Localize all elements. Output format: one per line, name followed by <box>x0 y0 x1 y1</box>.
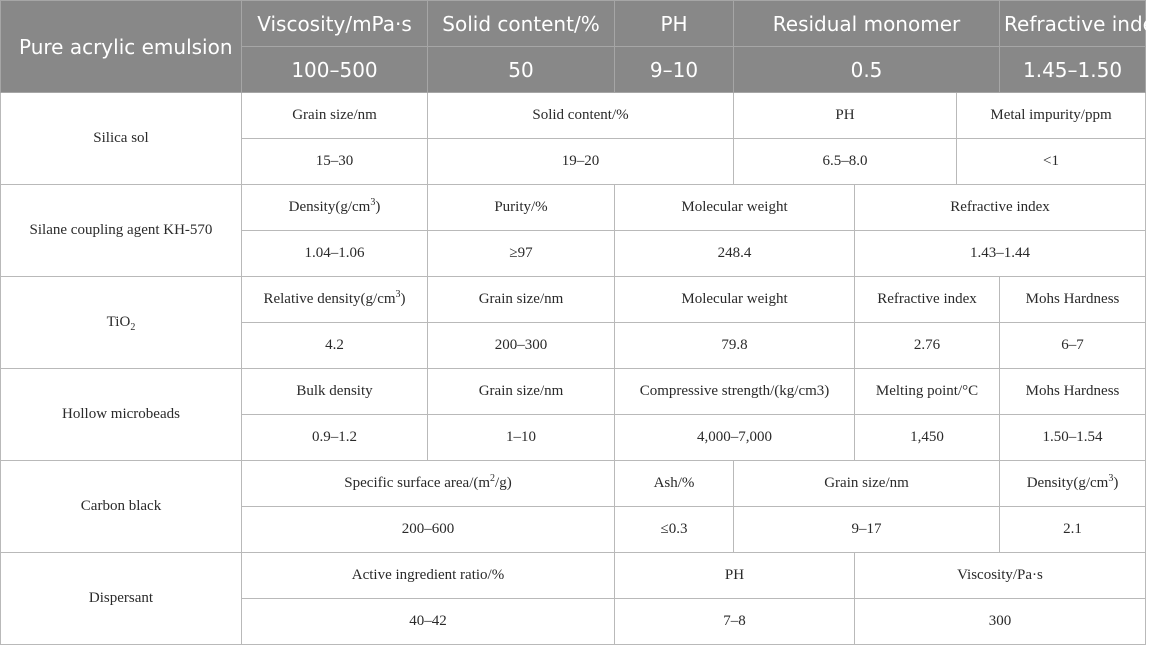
dispersant-value-active-ingredient: 40–42 <box>242 599 615 645</box>
carbon-black-name: Carbon black <box>1 461 242 553</box>
dispersant-label-viscosity: Viscosity/Pa·s <box>855 553 1146 599</box>
carbon-black-value-ash: ≤0.3 <box>615 507 734 553</box>
silane-density-label: Density(g/cm <box>288 199 371 215</box>
tio2-value-relative-density: 4.2 <box>242 323 428 369</box>
carbon-black-label-density: $Density(g/cm^3)$ <box>1000 461 1146 507</box>
dispersant-label-ph: PH <box>615 553 855 599</box>
silica-sol-value-ph: 6.5–8.0 <box>734 139 957 185</box>
carbon-black-ssa-tail: /g) <box>495 475 512 491</box>
dispersant-label-row <box>1 553 1146 599</box>
microbeads-label-mohs-hardness: Mohs Hardness <box>1000 369 1146 415</box>
tio2-label-mohs-hardness: Mohs Hardness <box>1000 277 1146 323</box>
silane-name: Silane coupling agent KH-570 <box>1 185 242 277</box>
dispersant-label-active-ingredient: Active ingredient ratio/% <box>242 553 615 599</box>
silane-density-sup: 3 <box>370 197 376 208</box>
microbeads-value-mohs-hardness: 1.50–1.54 <box>1000 415 1146 461</box>
silane-value-purity: ≥97 <box>428 231 615 277</box>
dispersant-value-ph: 7–8 <box>615 599 855 645</box>
silane-label-density: $Density(g/cm^3)$ <box>242 185 428 231</box>
tio2-label-relative-density: Relative $density(g/cm^3)$ <box>242 277 428 323</box>
header-value-solid-content: 50 <box>428 47 615 93</box>
carbon-black-density-sup: 3 <box>1108 473 1114 484</box>
microbeads-name: Hollow microbeads <box>1 369 242 461</box>
silane-label-purity: Purity/% <box>428 185 615 231</box>
header-value-residual-monomer: 0.5 <box>734 47 1000 93</box>
carbon-black-ssa-sup: 2 <box>490 473 496 484</box>
carbon-black-label-ssa <box>242 461 615 507</box>
silane-value-density: 1.04–1.06 <box>242 231 428 277</box>
tio2-value-refractive-index: 2.76 <box>855 323 1000 369</box>
header-row <box>1 1 1146 47</box>
carbon-black-density-label: Density(g/cm <box>1026 475 1109 491</box>
dispersant-name: Dispersant <box>1 553 242 645</box>
header-col-viscosity: Viscosity/mPa·s <box>242 1 428 47</box>
silica-sol-name: Silica sol <box>1 93 242 185</box>
header-value-refractive-index: 1.45–1.50 <box>1000 47 1146 93</box>
microbeads-label-bulk-density: Bulk density <box>242 369 428 415</box>
microbeads-value-grain-size: 1–10 <box>428 415 615 461</box>
silica-sol-value-metal-impurity: <1 <box>957 139 1146 185</box>
header-value-ph: 9–10 <box>615 47 734 93</box>
tio2-label-molecular-weight: Molecular weight <box>615 277 855 323</box>
dispersant-value-viscosity: 300 <box>855 599 1146 645</box>
header-title: Pure acrylic emulsion <box>1 1 242 93</box>
microbeads-label-compressive-strength: Compressive strength/(kg/cm3) <box>615 369 855 415</box>
tio2-value-molecular-weight: 79.8 <box>615 323 855 369</box>
carbon-black-ssa-label: Specific surface area/(m <box>344 475 491 491</box>
silica-sol-label-metal-impurity: Metal impurity/ppm <box>957 93 1146 139</box>
tio2-value-grain-size: 200–300 <box>428 323 615 369</box>
silica-sol-label-ph: PH <box>734 93 957 139</box>
tio2-name <box>1 277 242 369</box>
carbon-black-value-grain-size: 9–17 <box>734 507 1000 553</box>
silane-label-refractive-index: Refractive index <box>855 185 1146 231</box>
carbon-black-value-ssa: 200–600 <box>242 507 615 553</box>
carbon-black-label-grain-size: Grain size/nm <box>734 461 1000 507</box>
header-value-viscosity: 100–500 <box>242 47 428 93</box>
header-col-refractive-index: Refractive index <box>1000 1 1146 47</box>
silane-value-refractive-index: 1.43–1.44 <box>855 231 1146 277</box>
tio2-value-mohs-hardness: 6–7 <box>1000 323 1146 369</box>
silica-sol-label-grain-size: Grain size/nm <box>242 93 428 139</box>
microbeads-value-bulk-density: 0.9–1.2 <box>242 415 428 461</box>
carbon-black-label-ash: Ash/% <box>615 461 734 507</box>
silica-sol-label-row <box>1 93 1146 139</box>
carbon-black-label-row <box>1 461 1146 507</box>
tio2-name-text: TiO <box>106 314 131 330</box>
tio2-label-refractive-index: Refractive index <box>855 277 1000 323</box>
microbeads-label-grain-size: Grain size/nm <box>428 369 615 415</box>
silane-value-molecular-weight: 248.4 <box>615 231 855 277</box>
silane-label-molecular-weight: Molecular weight <box>615 185 855 231</box>
header-col-ph: PH <box>615 1 734 47</box>
silica-sol-value-grain-size: 15–30 <box>242 139 428 185</box>
silica-sol-value-solid-content: 19–20 <box>428 139 734 185</box>
tio2-name-sub: 2 <box>130 322 136 333</box>
silica-sol-label-solid-content: Solid content/% <box>428 93 734 139</box>
microbeads-value-melting-point: 1,450 <box>855 415 1000 461</box>
tio2-label-row <box>1 277 1146 323</box>
tio2-density-label: Relative density(g/cm <box>263 291 396 307</box>
tio2-label-grain-size: Grain size/nm <box>428 277 615 323</box>
microbeads-value-compressive-strength: 4,000–7,000 <box>615 415 855 461</box>
carbon-black-value-density: 2.1 <box>1000 507 1146 553</box>
microbeads-label-melting-point: Melting point/°C <box>855 369 1000 415</box>
header-col-solid-content: Solid content/% <box>428 1 615 47</box>
silane-label-row <box>1 185 1146 231</box>
microbeads-label-row <box>1 369 1146 415</box>
tio2-density-sup: 3 <box>395 289 401 300</box>
header-col-residual-monomer: Residual monomer <box>734 1 1000 47</box>
